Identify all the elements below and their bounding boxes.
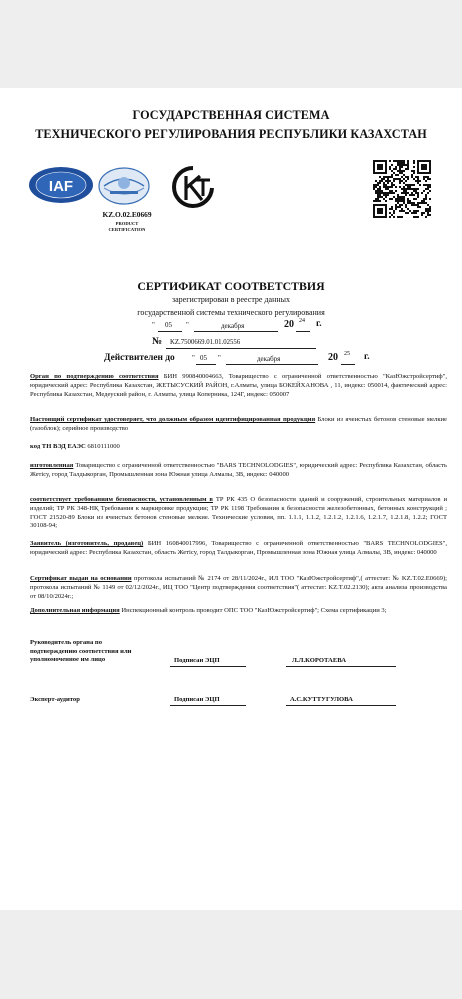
- applicant-label: Заявитель (изготовитель, продавец): [30, 540, 144, 547]
- head-signed: Подписан ЭЦП: [174, 657, 220, 664]
- organ-text: БИН 990840004663, Товарищество с ограниченной ответственностью "КазЮжстройсертиф", юридический адрес: Республика Казахстан, ЖЕТЫСУСКИЙ РАЙОН, г.Алматы, улица БОКЕЙХАНОВА , 11, индекс: 050014, фактический адрес: Республика Казахстан, Медеуский район, г. Алматы, улица Коперника, 124Г, индекс: 050007: [30, 373, 447, 398]
- confirm-label: Настоящий сертификат удостоверяет, что должным образом идентифицированная продукция: [30, 416, 316, 423]
- code-paragraph: [30, 443, 447, 452]
- head-signatory-label: [30, 639, 131, 665]
- reg-quote-open: ": [152, 321, 155, 329]
- registered-line-1: зарегистрирован в реестре данных: [171, 295, 291, 304]
- made-paragraph: [30, 462, 447, 480]
- applicant-text: БИН 160840017996, Товарищество с ограниченной ответственностью "BARS TECHNOLODGIES", юридический адрес: Республика Казахстан, область Жетісу, город Талдыкорган, Промышленная зона Южная улица Алмалы, 3В, индекс: 040000: [30, 540, 448, 556]
- reg-year-prefix: 20: [284, 319, 294, 330]
- valid-year-suffix: 25: [344, 351, 350, 357]
- head-line-1: Руководитель органа по: [30, 639, 103, 646]
- valid-label: Действителен до: [104, 353, 175, 363]
- made-text: Товарищество с ограниченной ответственностью "BARS TECHNOLODGIES", юридический адрес: Республика Казахстан, область Жетісу, город Талдыкорган, Промышленная зона Южная улица Алмалы, 3В, индекс: 040000: [30, 462, 447, 478]
- reg-day: 05: [165, 321, 172, 329]
- head-line-2: подтверждению соответствия или: [30, 647, 132, 655]
- code-label: код ТН ВЭД ЕАЭС: [30, 443, 86, 450]
- valid-quote-close: ": [218, 354, 221, 362]
- expert-label: Эксперт-аудитор: [30, 696, 80, 703]
- accreditation-code: KZ.O.02.E0669: [102, 210, 152, 219]
- reg-year-label: г.: [316, 319, 322, 329]
- extra-label: Дополнительная информация: [30, 607, 120, 614]
- iaf-logo-text: IAF: [48, 178, 74, 195]
- conformity-mark-icon: [172, 166, 214, 210]
- expert-signed: Подписан ЭЦП: [174, 696, 220, 703]
- head-line-3: уполномоченное им лицо: [30, 656, 106, 664]
- issued-text: протокола испытаний № 2174 от 28/11/2024г., ИЛ ТОО "КазЮжстройсертиф",( аттестат: № KZ.T.02.E0669); протокола испытаний № 1149 от 02/12/2024г., ИЦ ТОО "Центр подтверждения соответствия"( аттестат: KZ.T.02.2130); акта анализа производства от 08/10/2024г.;: [30, 575, 447, 600]
- header-line-2: ТЕХНИЧЕСКОГО РЕГУЛИРОВАНИЯ РЕСПУБЛИКИ КАЗАХСТАН: [35, 127, 427, 141]
- certificate-page: [0, 88, 462, 910]
- extra-paragraph: [30, 607, 447, 616]
- iaf-logo: [28, 166, 94, 204]
- valid-year-label: г.: [364, 352, 370, 362]
- head-name: Л.Л.КОРОТАЕВА: [292, 657, 346, 664]
- header-line-1: ГОСУДАРСТВЕННАЯ СИСТЕМА: [132, 108, 330, 122]
- confirm-paragraph: [30, 416, 447, 434]
- applicant-paragraph: [30, 540, 447, 558]
- accreditation-sub-product: PRODUCT: [115, 221, 139, 226]
- confirm-text: Блоки из ячеистых бетонов стеновые мелкие (газоблок); серийное производство: [30, 416, 447, 432]
- valid-day: 05: [200, 354, 207, 362]
- reg-year-suffix: 24: [299, 318, 305, 324]
- expert-name: А.С.КУТТУГУЛОВА: [290, 696, 353, 703]
- issued-paragraph: [30, 575, 447, 601]
- code-value: 6810111000: [87, 443, 120, 450]
- extra-text: Инспекционный контроль проводит ОПС ТОО "КазЮжстройсертиф"; Схема сертификации 3;: [121, 607, 387, 614]
- requirements-paragraph: [30, 496, 447, 531]
- registered-line-2: государственной системы технического регулирования: [137, 308, 325, 317]
- reg-quote-close: ": [186, 321, 189, 329]
- accreditation-logo: [98, 166, 150, 206]
- valid-month: декабря: [257, 355, 281, 363]
- organ-paragraph: [30, 373, 447, 399]
- number-label: №: [152, 336, 163, 347]
- organ-label: Орган по подтверждению соответствия: [30, 373, 159, 380]
- certificate-title: СЕРТИФИКАТ СООТВЕТСТВИЯ: [137, 279, 325, 293]
- accreditation-sub-certification: CERTIFICATION: [108, 227, 146, 232]
- made-label: изготовленная: [30, 462, 74, 469]
- requirements-text: ТР РК 435 О безопасности зданий и сооружений, строительных материалов и изделий; ТР РК 348-НҚ Требования к маркировке продукции; ТР РК 1198 Требования к безопасности железобетонных, бетонных конструкций ; ГОСТ 21520-89 Блоки из ячеистых бетонов стеновые мелкие. Технические условия, пп. 1.1.1, 1.1.2, 1.2.1.2, 1.2.1.6, 1.2.1.7, 1.2.1.8, 1.2.2; ГОСТ 30108-94;: [30, 496, 447, 530]
- reg-month: декабря: [221, 322, 245, 330]
- qr-code[interactable]: [373, 160, 431, 218]
- issued-label: Сертификат выдан на основании: [30, 575, 132, 582]
- valid-year-prefix: 20: [328, 352, 338, 363]
- certificate-number: KZ.7500669.01.01.02556: [170, 339, 241, 346]
- valid-quote-open: ": [192, 354, 195, 362]
- requirements-label: соответствует требованиям безопасности, установленным в: [30, 496, 213, 503]
